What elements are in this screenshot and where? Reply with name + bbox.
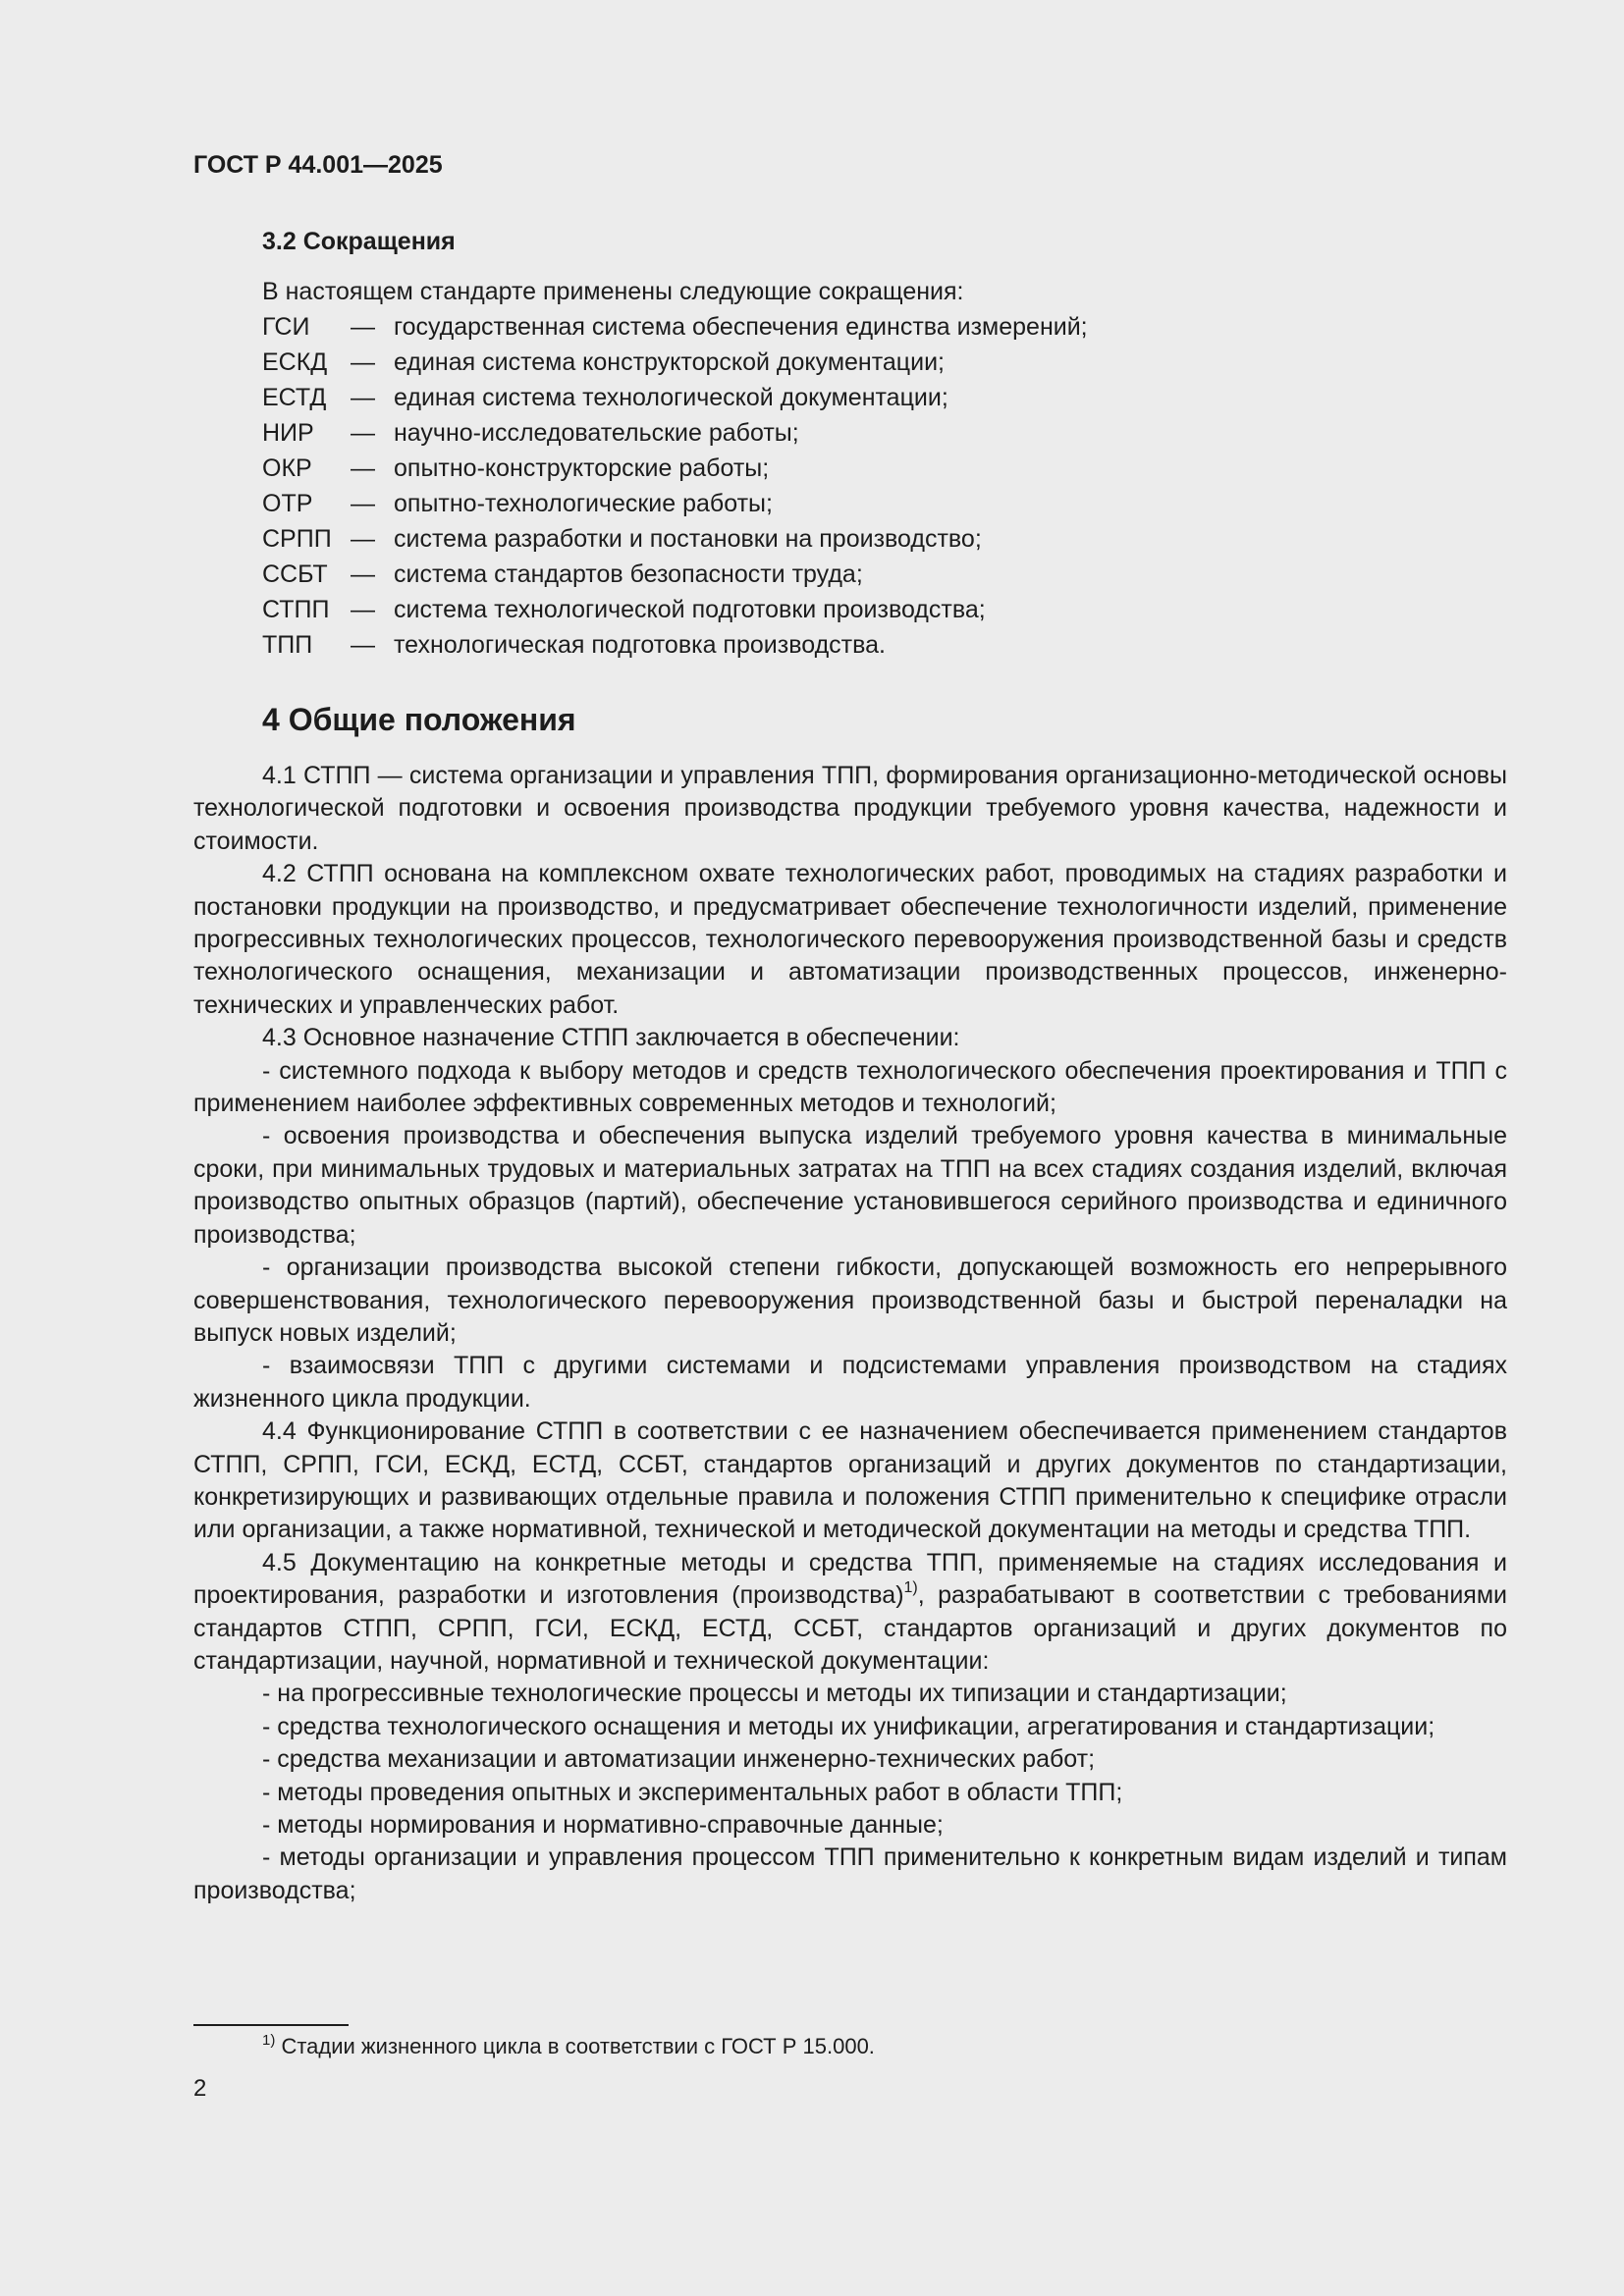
- abbreviation-row: [262, 521, 1342, 557]
- abbreviation-code: ЕСТД: [262, 384, 327, 411]
- list-item: - на прогрессивные технологические процессы и методы их типизации и стандартизации;: [262, 1680, 1287, 1708]
- abbreviation-code: СТПП: [262, 596, 330, 623]
- abbreviation-dash: —: [351, 384, 375, 411]
- abbreviation-code: ССБТ: [262, 561, 328, 588]
- abbreviation-code: ЕСКД: [262, 348, 328, 376]
- abbreviation-code: НИР: [262, 419, 314, 447]
- list-item: - средства технологического оснащения и методы их унификации, агрегатирования и стандартизации;: [262, 1712, 1435, 1740]
- list-item: - организации производства высокой степени гибкости, допускающей возможность его непрерывного совершенствования, технологического перевооружения производственной базы и быстрой переналадки на выпуск новых изделий;: [193, 1254, 1507, 1347]
- abbreviation-row: [262, 592, 1342, 627]
- section-4-heading: 4 Общие положения: [262, 702, 576, 737]
- abbreviation-definition: система технологической подготовки производства;: [394, 596, 986, 623]
- list-item: - системного подхода к выбору методов и средств технологического обеспечения проектирования и ТПП с применением наиболее эффективных современных методов и технологий;: [193, 1056, 1507, 1118]
- paragraph-4-1: 4.1 СТПП — система организации и управления ТПП, формирования организационно-методической основы технологической подготовки и освоения производства продукции требуемого уровня качества, надежности и стоимости.: [193, 762, 1507, 855]
- document-code: ГОСТ Р 44.001—2025: [193, 151, 443, 179]
- abbreviation-code: ТПП: [262, 631, 313, 659]
- abbreviation-definition: единая система технологической документации;: [394, 384, 948, 411]
- abbreviation-code: ОКР: [262, 454, 312, 482]
- page-number: 2: [193, 2075, 207, 2102]
- abbreviation-code: ОТР: [262, 490, 313, 517]
- list-item: - средства механизации и автоматизации инженерно-технических работ;: [262, 1745, 1096, 1774]
- list-item: - взаимосвязи ТПП с другими системами и подсистемами управления производством на стадиях жизненного цикла продукции.: [193, 1352, 1507, 1413]
- list-item: - методы проведения опытных и экспериментальных работ в области ТПП;: [262, 1778, 1123, 1806]
- section-4-body: [193, 760, 1507, 1907]
- footnote-reference[interactable]: 1): [903, 1578, 918, 1596]
- paragraph-4-2: 4.2 СТПП основана на комплексном охвате технологических работ, проводимых на стадиях разработки и постановки продукции на производство, и предусматривает обеспечение технологичности изделий, применение прогрессивных технологических процессов, технологического перевооружения производственной базы и средств технологического оснащения, механизации и автоматизации производственных процессов, инженерно-технических и управленческих работ.: [193, 860, 1507, 1019]
- abbreviation-code: СРПП: [262, 525, 332, 553]
- footnote: [262, 2031, 875, 2062]
- list-item: - методы организации и управления процессом ТПП применительно к конкретным видам изделий и типам производства;: [193, 1843, 1507, 1904]
- abbreviation-dash: —: [351, 631, 375, 659]
- abbreviation-dash: —: [351, 490, 375, 517]
- abbreviation-dash: —: [351, 561, 375, 588]
- abbreviation-row: [262, 627, 1342, 663]
- abbreviation-dash: —: [351, 525, 375, 553]
- footnote-mark: 1): [262, 2031, 276, 2049]
- abbreviation-row: [262, 557, 1342, 592]
- paragraph-4-5: [193, 1547, 1507, 1679]
- abbreviation-dash: —: [351, 348, 375, 376]
- abbreviation-row: [262, 345, 1342, 380]
- paragraph-4-5-text-end: , разрабатывают в соответствии с требованиями стандартов СТПП, СРПП, ГСИ, ЕСКД, ЕСТД, ССБТ, стандартов организаций и других документов по стандартизации, научной, нормативной и технической документации:: [193, 1581, 1507, 1675]
- abbreviation-row: [262, 486, 1342, 521]
- list-item: - освоения производства и обеспечения выпуска изделий требуемого уровня качества в минимальные сроки, при минимальных трудовых и материальных затратах на ТПП на всех стадиях создания изделий, включая производство опытных образцов (партий), обеспечение установившегося серийного производства и единичного производства;: [193, 1122, 1507, 1249]
- abbreviation-definition: единая система конструкторской документации;: [394, 348, 945, 376]
- footnote-text: Стадии жизненного цикла в соответствии с ГОСТ Р 15.000.: [275, 2034, 875, 2058]
- abbreviation-definition: система стандартов безопасности труда;: [394, 561, 863, 588]
- paragraph-4-5-text-start: 4.5 Документацию на конкретные методы и средства ТПП, применяемые на стадиях исследования и проектирования, разработки и изготовления (производства): [193, 1548, 1507, 1610]
- footnote-separator: [193, 2024, 349, 2026]
- abbreviation-dash: —: [351, 596, 375, 623]
- abbreviations-list: [262, 274, 1342, 663]
- abbreviation-definition: опытно-технологические работы;: [394, 490, 773, 517]
- section-3-2-heading: 3.2 Сокращения: [262, 228, 456, 255]
- abbreviation-definition: научно-исследовательские работы;: [394, 419, 799, 447]
- paragraph-4-3: 4.3 Основное назначение СТПП заключается в обеспечении:: [262, 1024, 960, 1052]
- abbreviation-row: [262, 380, 1342, 415]
- abbreviation-row: [262, 309, 1342, 345]
- abbreviation-definition: технологическая подготовка производства.: [394, 631, 886, 659]
- abbreviation-row: [262, 451, 1342, 486]
- abbreviations-intro: В настоящем стандарте применены следующие сокращения:: [262, 278, 964, 305]
- abbreviation-definition: опытно-конструкторские работы;: [394, 454, 770, 482]
- list-item: - методы нормирования и нормативно-справочные данные;: [262, 1811, 944, 1839]
- abbreviation-dash: —: [351, 419, 375, 447]
- abbreviation-code: ГСИ: [262, 313, 310, 341]
- abbreviation-definition: государственная система обеспечения единства измерений;: [394, 313, 1088, 341]
- abbreviation-dash: —: [351, 454, 375, 482]
- abbreviation-dash: —: [351, 313, 375, 341]
- abbreviation-definition: система разработки и постановки на производство;: [394, 525, 982, 553]
- paragraph-4-4: 4.4 Функционирование СТПП в соответствии с ее назначением обеспечивается применением стандартов СТПП, СРПП, ГСИ, ЕСКД, ЕСТД, ССБТ, стандартов организаций и других документов по стандартизации, конкретизирующих и развивающих отдельные правила и положения СТПП применительно к специфике отрасли или организации, а также нормативной, технической и методической документации на методы и средства ТПП.: [193, 1417, 1507, 1544]
- abbreviation-row: [262, 415, 1342, 451]
